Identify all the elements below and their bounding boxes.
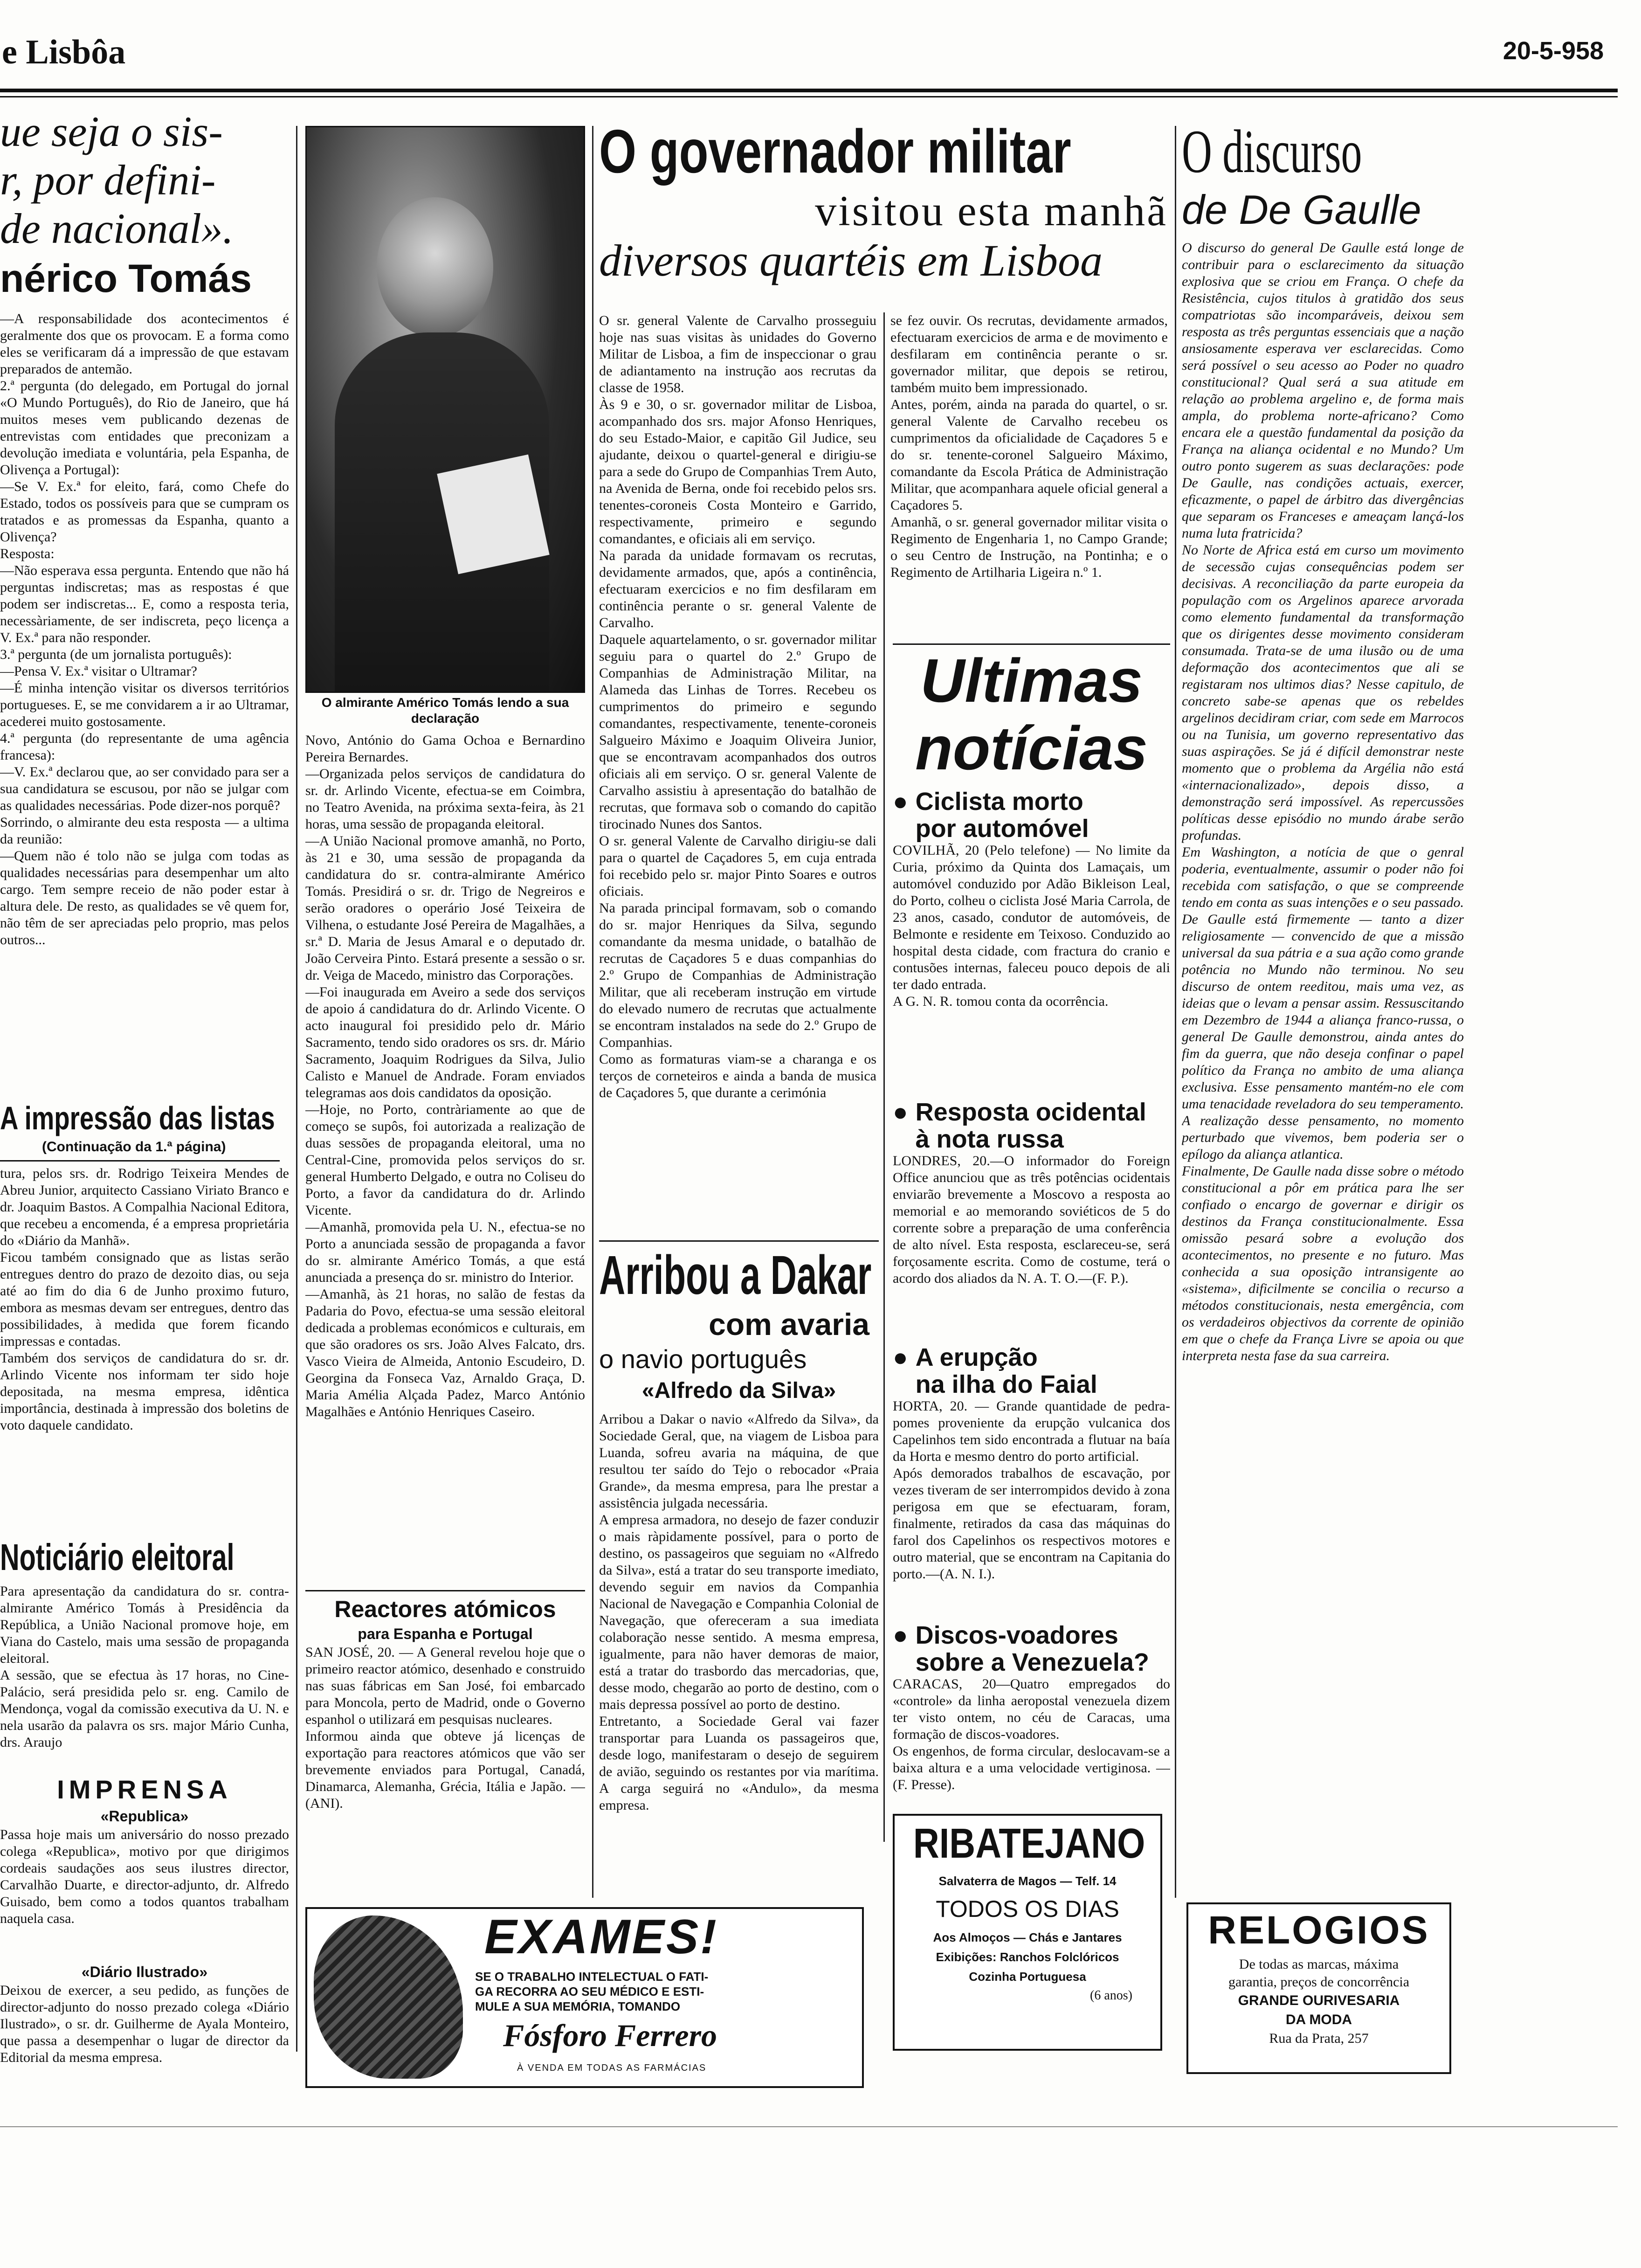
headline-line: ue seja o sis- [0,108,223,155]
exames-brand: Fósforo Ferrero [503,2018,717,2053]
column-photo [305,126,585,1758]
interview-body: —A responsabilidade dos acontecimentos é geralmente dos que os provocam. E a forma como eles se verificaram dá a impressão de que estavam preparados de antemão. 2.ª pergunta (do delegado, em Portugal do jornal «O Mundo Português), do Rio de Janeiro, que há muitos meses vem publicando dezenas de entrevistas com entidades que preconizam a devolução imediata e voluntária, pela Espanha, de Olivença a Portugal): —Se V. Ex.ª for eleito, fará, como Chefe do Estado, todos os possíveis para que se cumpram os tratados e as promessas da Espanha, quanto a Olivença? Resposta: —Não esperava essa pergunta. Entendo que não há perguntas indiscretas; mas as respostas é que podem ser indiscretas... E, como a resposta teria, necessàriamente, de ser indiscreta, peço licença a V. Ex.ª para não responder. 3.ª pergunta (de um jornalista português): —Pensa V. Ex.ª visitar o Ultramar? —É minha intenção visitar os diversos territórios portugueses. E, se me convidarem a ir ao Ultramar, acederei muito gostosamente. 4.ª pergunta (do representante de uma agência francesa): —V. Ex.ª declarou que, ao ser convidado para ser a sua candidatura se escusou, por não se julgar com as qualidades necessárias. Pode dizer-nos porquê? Sorrindo, o almirante deu esta resposta — a ultima da reunião: —Quem não é tolo não se julga com todas as qualidades necessárias para desempenhar um alto cargo. Tem sempre receio de não poder estar à altura dele. De resto, as qualidades se vê quem for, não têm de ser apreciadas pelo proprio, mas pelos outros... [0,311,289,947]
ribatejano-title: RIBATEJANO [913,1820,1145,1867]
section-rule [305,1590,585,1591]
degaulle-article [1182,117,1464,1888]
column-interview [0,107,289,2159]
degaulle-subtitle: de De Gaulle [1182,187,1421,233]
governador-body-a: O sr. general Valente de Carvalho prosseguiu hoje nas suas visitas às unidades do Governo Militar de Lisboa, a fim de inspeccionar o grau de adiantamento na instrução aos recrutas da classe de 1958. Às 9 e 30, o sr. governador militar de Lisboa, acompanhado dos srs. major Afonso Henriques, do seu Estado-Maior, e capitão Gil Judice, seu ajudante, deixou o quartel-general e dirigiu-se para a sede do Grupo de Companhias Trem Auto, na Avenida de Berna, onde foi recebido pelos srs. tenentes-coroneis Costa Monteiro e Garrido, respectivamente, primeiro e segundo comandantes, e oficiais ali em serviço. Na parada da unidade formavam os recrutas, devidamente armados, que, após a continência, efectuaram exercicios e no fim desfilaram em continência perante o sr. general Valente de Carvalho. Daquele aquartelamento, o sr. governador militar seguiu para o quartel do 2.º Grupo de Companhias de Administração Militar, na Alameda das Linhas de Torres. Recebeu os cumprimentos do primeiro e segundo comandantes, respectivamente, tenente-coroneis Salgueiro Máximo e Joaquim Oliveira Junior, que se encontravam acompanhados dos outros oficiais ali em serviço. O sr. general Valente de Carvalho assistiu à apresentação do batalhão de recrutas, que formava sob o comando do capitão tirocinado Nunes dos Santos. O sr. general Valente de Carvalho dirigiu-se dali para o quartel de Caçadores 5, em cuja entrada foi recebido pelo sr. major Pinto Soares e outros oficiais. Na parada principal formavam, sob o comando do sr. major Henriques da Silva, segundo comandante da mesma unidade, o batalhão de recrutas de Caçadores 5 e duas companhias do 2.º Grupo de Companhias de Administração Militar, que ali receberam instrução em virtude do elevado numero de recrutas que actualmente se encontram instalados na sede do 2.º Grupo de Companhias. Como as formaturas viam-se a charanga e os terços de corneteiros e ainda a banda de musica de Caçadores 5, que durante a cerimónia [599,313,876,1100]
news-body: HORTA, 20. — Grande quantidade de pedra-pomes proveniente da erupção vulcanica dos Capelinhos tem sido encontrada a flutuar na baía da Horta e mesmo dentro do porto artificial. Após demorados trabalhos de escavação, por vezes tiveram de ser interrompidos devido à zona perigosa em que se efectuaram, foram, finalmente, retirados da casa das máquinas do farol dos Capelinhos os respectivos motores e outro material, que se encontram na Capitania do porto.—(A. N. I.). [893,1398,1170,1582]
admiral-photo [305,126,585,693]
footer-rule [0,2126,1618,2127]
reactores-subtitle: para Espanha e Portugal [358,1625,533,1642]
governador-subtitle: visitou esta manhã [815,187,1168,235]
news-item [893,1622,1170,1797]
ultimas-title-2: notícias [915,714,1148,782]
page-date: 20-5-958 [1503,37,1604,65]
reactores-title: Reactores atómicos [334,1596,556,1622]
relogios-title: RELOGIOS [1208,1908,1430,1952]
column-divider [883,312,885,1842]
exames-ad [305,1907,864,2088]
ultimas-title-1: Ultimas [920,646,1143,715]
headline-name: nérico Tomás [0,256,252,300]
newspaper-name: e Lisbôa [2,33,126,71]
photo-caption: O almirante Américo Tomás lendo a sua declaração [321,695,569,726]
dakar-subtitle-2: o navio português [599,1344,807,1374]
governador-title: O governador militar [599,117,1071,186]
degaulle-title: O discurso [1182,117,1362,186]
noticiario-title: Noticiário eleitoral [0,1536,234,1578]
news-headline: Resposta ocidental à nota russa [915,1098,1146,1153]
exames-text-3: MULE A SUA MEMÓRIA, TOMANDO [475,1999,681,2013]
ribatejano-line: TODOS OS DIAS [936,1896,1119,1922]
column-divider [296,126,297,2052]
relogios-ad [1186,1902,1451,2074]
exames-text-2: GA RECORRA AO SEU MÉDICO E ESTI- [475,1984,704,1998]
dakar-subtitle-3: «Alfredo da Silva» [641,1378,836,1403]
degaulle-body: O discurso do general De Gaulle está longe de contribuir para o esclarecimento da situação explosiva que se criou em França. O chefe da Resistência, cujos titulos à gratidão dos seus compatriotas são incomparáveis, deixou sem resposta as três perguntas essenciais que a nação ansiosamente esperava ver esclarecidas. Como será possível o seu acesso ao Poder no quadro constitucional? Qual será a sua atitude em relação ao problema argelino e, de forma mais ampla, do problema norte-africano? Como encara ele a questão fundamental da posição da França na aliança ocidental e no Mundo? Um outro ponto sugerem as suas declarações: pode De Gaulle, nas condições actuais, exercer, eficazmente, o papel de árbitro das divergências que separam os Franceses e ameaçam lançá-los numa luta fratricida? No Norte de Africa está em curso um movimento de secessão cujas consequências podem ser decisivas. A reconciliação da parte europeia da população com os Argelinos aparece arvorada como elemento fundamental da transformação que os dirigentes desse movimento consideram consumada. Trata-se de uma ilusão ou de uma deformação dos acontecimentos que ali se registaram nos ultimos dias? Nesse capitulo, de concreto sabe-se apenas que os rebeldes argelinos decidiram criar, com sede em Marrocos ou na Tunisia, um governo representativo das suas aspirações. Se já é difícil demonstrar neste momento que o problema da Argélia não está «internacionalizado», depois disso, a demonstração será impossível. As repercussões políticas desse episódio no mundo árabe serão profundas. Em Washington, a notícia de que o genral poderia, eventualmente, assumir o poder não foi recebida com satisfação, o que se compreende tendo em conta as suas intenções e o seu passado. De Gaulle está firmemente — tanto a dizer religiosamente — convencido de que a missão universal da sua pátria e a sua ação como grande potência no Mundo não terminou. No seu discurso de ontem reeditou, mais uma vez, as ideias que o levam a pensar assim. Ressuscitando em Dezembro de 1944 a aliança franco-russa, o general De Gaulle demonstrou, ainda antes do fim da guerra, que não deseja confinar o papel político da França no ambito de uma aliança exclusiva. Esse pensamento mantém-no ele com uma tenacidade reveladora do seu temperamento. A realização desse pensamento, no momento perturbado que vivemos, bem poderia ser o epílogo da aliança atlantica. Finalmente, De Gaulle nada disse sobre o método constitucional a pôr em prática para lhe ser confiado o encargo de governar e dirigir os destinos da França constitucionalmente. Essa omissão pesará sobre a evolução dos acontecimentos, no presente e no futuro. Mas conhecida a sua oposição intransigente ao «sistema», dificilmente se concilia o recurso a métodos constitucionais, nesta emergência, com os verdadeiros objectivos da corrente de opinião em que o chefe da França Livre se apoia ou que interpreta nesta fase da sua carreira. [1182,240,1464,1363]
bullet-icon: ● [893,1098,908,1126]
news-headline: A erupção na ilha do Faial [915,1343,1097,1398]
governador-headline [599,117,1177,312]
headline-line: r, por defini- [0,156,216,204]
reactores-body: SAN JOSÉ, 20. — A General revelou hoje que o primeiro reactor atómico, desenhado e construido nas suas fábricas em San José, foi embarcado para Moncola, perto de Madrid, onde o Governo espanhol o utilizará em pesquisas nucleares. Informou ainda que obteve já licenças de exportação para reactores atómicos que vão ser brevemente enviados para Portugal, Canadá, Dinamarca, Alemanha, Grécia, Itália e Japão. — (ANI). [305,1645,585,1811]
exames-text-1: SE O TRABALHO INTELECTUAL O FATI- [475,1970,709,1984]
header-rule-thin [0,96,1618,97]
headline-line: de nacional». [0,205,234,252]
ribatejano-line: Salvaterra de Magos — Telf. 14 [938,1874,1117,1888]
relogios-line: garantia, preços de concorrência [1228,1974,1410,1990]
news-item [893,1344,1170,1617]
bullet-icon: ● [893,788,908,816]
imprensa-title: IMPRENSA [57,1775,232,1804]
dakar-title: Arribou a Dakar [599,1245,872,1306]
bullet-icon: ● [893,1343,908,1371]
ribatejano-line: (6 anos) [1090,1988,1132,2003]
news-headline: Ciclista morto por automóvel [915,788,1089,843]
news-body: COVILHÃ, 20 (Pelo telefone) — No limite da Curia, próximo da Quinta dos Lamaçais, um automóvel conduzido por Adão Bikleison Leal, do Porto, colheu o ciclista José Maria Carrola, de 23 anos, casado, condutor de automóveis, de Belmonte e residente em Teixoso. Conduzido ao hospital desta cidade, com fractura do cranio e contusões internas, faleceu pouco depois de ali ter dado entrada. A G. N. R. tomou conta da ocorrência. [893,843,1170,1009]
ribatejano-line: Exibições: Ranchos Folclóricos [936,1950,1119,1964]
news-body: CARACAS, 20—Quatro empregados do «controle» da linha aeropostal venezuela dizem ter visto ontem, no céu de Caracas, uma formação de discos-voadores. Os engenhos, de forma circular, deslocavam-se a baixa altura e a uma velocidade vertiginosa. — (F. Presse). [893,1676,1170,1792]
ribatejano-ad [893,1814,1162,2051]
dakar-article [599,1245,879,1907]
header-rule [0,89,1618,92]
governador-body-b: se fez ouvir. Os recrutas, devidamente armados, efectuaram exercicios de arma e de movimento e desfilaram em continência perante o sr. governador militar, que depois se retirou, também muito bem impressionado. Antes, porém, ainda na parada do quartel, o sr. general Valente de Carvalho recebeu os cumprimentos da oficialidade de Caçadores 5 e do sr. tenente-coronel Salgueiro Máximo, comandante da Escola Prática de Administração Militar, que acompanhara aquele oficial general a Caçadores 5. Amanhã, o sr. general governador militar visita o Regimento de Engenharia 1, no Campo Grande; o seu Centro de Instrução, na Pontinha; e o Regimento de Artilharia Ligeira n.º 1. [890,313,1168,580]
exames-footer: À VENDA EM TODAS AS FARMÁCIAS [517,2063,707,2073]
relogios-line: DA MODA [1285,2012,1352,2027]
dakar-subtitle-1: com avaria [709,1307,869,1341]
column-divider [592,126,593,1898]
reactores-article [305,1595,585,1898]
impressao-body: tura, pelos srs. dr. Rodrigo Teixeira Mendes de Abreu Junior, arquitecto Cassiano Viriato Branco e dr. Joaquim Bastos. A Compalhia Nacional Editora, que recebeu a encomenda, é a empresa proprietária do «Diário da Manhã». Ficou também consignado que as listas serão entregues dentro do prazo de dezoito dias, ou seja até ao fim do dia 6 de Junho proximo futuro, embora as mesmas devam ser entregues, dentro das possibilidades, à medida que forem ficando impressas e contadas. Também dos serviços de candidatura do sr. dr. Arlindo Vicente nos informam ter sido hoje depositada, na mesma empresa, idêntica importância, destinada à impressão dos boletins de voto daquele candidato. [0,1166,289,1433]
page-header [0,33,1641,84]
impressao-subtitle: (Continuação da 1.ª página) [42,1139,226,1155]
ultimas-noticias [893,648,1170,1805]
relogios-line: Rua da Prata, 257 [1269,2031,1369,2046]
column-divider [1175,126,1176,1898]
news-headline: Discos-voadores sobre a Venezuela? [915,1621,1149,1676]
section-rule [599,1240,879,1242]
bullet-icon: ● [893,1621,908,1649]
news-item [893,788,1170,1094]
election-notes-body: Novo, António do Gama Ochoa e Bernardino Pereira Bernardes. —Organizada pelos serviços de candidatura do sr. dr. Arlindo Vicente, efectua-se em Coimbra, no Teatro Avenida, na próxima sexta-feira, às 21 horas, uma sessão de propaganda eleitoral. —A União Nacional promove amanhã, no Porto, às 21 e 30, uma sessão de propaganda da candidatura do sr. contra-almirante Américo Tomás. Presidirá o sr. dr. Trigo de Negreiros e serão oradores o operário José Teixeira de Vilhena, o estudante José Pereira de Magalhães, a sr.ª D. Maria de Jesus Amaral e o deputado dr. João Cerveira Pinto. Estará presente a sessão o sr. dr. Veiga de Macedo, ministro das Corporações. —Foi inaugurada em Aveiro a sede dos serviços de apoio á candidatura do dr. Arlindo Vicente. O acto inaugural foi presidido pelo dr. Mário Sacramento, tendo sido oradores os srs. dr. Mário Sacramento, Joaquim Rodrigues da Silva, Julio Calisto e Manuel de Andrade. Foram enviados telegramas aos dois candidatos da oposição. —Hoje, no Porto, contràriamente ao que de começo se supôs, foi autorizada a realização de duas sessões de propaganda eleitoral, uma no Central-Cine, promovida pelos serviços do sr. general Humberto Delgado, e outra no Coliseu do Porto, a favor da candidatura do dr. Arlindo Vicente. —Amanhã, promovida pela U. N., efectua-se no Porto a anunciada sessão de propaganda a favor do sr. almirante Américo Tomás, a que está anunciada a presença do sr. ministro do Interior. —Amanhã, às 21 horas, no salão de festas da Padaria do Povo, efectua-se uma sessão eleitoral dedicada a problemas económicos e culturais, em que são oradores os srs. João Alves Falcato, drs. Vasco Vieira de Almeida, Antonio Escudeiro, D. Georgina da Fonseca Vaz, Arnaldo Graça, D. Maria Amélia Alçada Padez, Marco António Magalhães e António Henriques Caseiro. [305,733,585,1419]
section-rule [0,1160,280,1162]
section-rule [893,643,1170,645]
ribatejano-line: Aos Almoços — Chás e Jantares [933,1930,1122,1944]
diario-title: «Diário Ilustrado» [81,1964,208,1980]
exames-title: EXAMES! [484,1910,718,1964]
impressao-title: A impressão das listas [0,1100,275,1136]
dakar-body: Arribou a Dakar o navio «Alfredo da Silva», da Sociedade Geral, que, na viagem de Lisboa para Luanda, sofreu avaria na máquina, de que resultou ter saído do Tejo o rebocador «Praia Grande», da mesma empresa, para lhe prestar a assistência julgada necessária. A empresa armadora, no desejo de fazer conduzir o mais ràpidamente possível, para o porto de destino, os passageiros que seguiam no «Alfredo da Silva», está a tratar do seu transporte imediato, devendo seguir em navios da Companhia Nacional de Navegação e Companhia Colonial de Navegação, que ofereceram a sua imediata colaboração nesse sentido. A mesma empresa, igualmente, para não haver demoras de maior, está a tratar do trasbordo das mercadorias, que, desse modo, chegarão ao porto de destino, com o mais depressa possível ao porto de destino. Entretanto, a Sociedade Geral vai fazer transportar para Luanda os passageiros que, desde logo, manifestaram o desejo de seguirem de avião, seguindo os restantes por via marítima. A carga seguirá no «Andulo», da mesma empresa. [599,1411,879,1813]
diario-body: Deixou de exercer, a seu pedido, as funções de director-adjunto do nosso prezado colega «Diário Ilustrado», o sr. dr. Guilherme de Ayala Monteiro, que passa a desempenhar o lugar de director da Editorial da mesma empresa. [0,1983,289,2065]
ribatejano-line: Cozinha Portuguesa [969,1970,1086,1984]
republica-title: «Republica» [100,1808,189,1825]
relogios-line: De todas as marcas, máxima [1239,1957,1399,1972]
ad-figure [314,1915,463,2079]
republica-body: Passa hoje mais um aniversário do nosso prezado colega «Republica», motivo por que dirigimos cordeais saudações aos seus ilustres director, Carvalhão Duarte, e director-adjunto, dr. Alfredo Guisado, bem como a todos quantos trabalham naquela casa. [0,1827,289,1926]
news-item [893,1099,1170,1339]
news-body: LONDRES, 20.—O informador do Foreign Office anunciou que as três potências ocidentais enviarão brevemente a Moscovo a resposta ao memorial e ao memorando soviéticos de 5 do corrente sobre a preparação de uma conferência de alto nível. Esta resposta, esclareceu-se, será forçosamente escrita. Como de costume, terá o acordo dos aliados da N. A. T. O.—(F. P.). [893,1153,1170,1286]
photo-figure [377,197,493,337]
noticiario-body: Para apresentação da candidatura do sr. contra-almirante Américo Tomás à Presidência da República, a União Nacional promove hoje, em Viana do Castelo, mais uma sessão de propaganda eleitoral. A sessão, que se efectua às 17 horas, no Cine-Palácio, será presidida pelo sr. eng. Camilo de Mendonça, vogal da comissão executiva da U. N. e nela usarão da palavra os srs. major Mário Cunha, drs. Araujo [0,1583,289,1750]
relogios-line: GRANDE OURIVESARIA [1238,1993,1400,2008]
governador-subtitle-2: diversos quartéis em Lisboa [599,235,1103,285]
